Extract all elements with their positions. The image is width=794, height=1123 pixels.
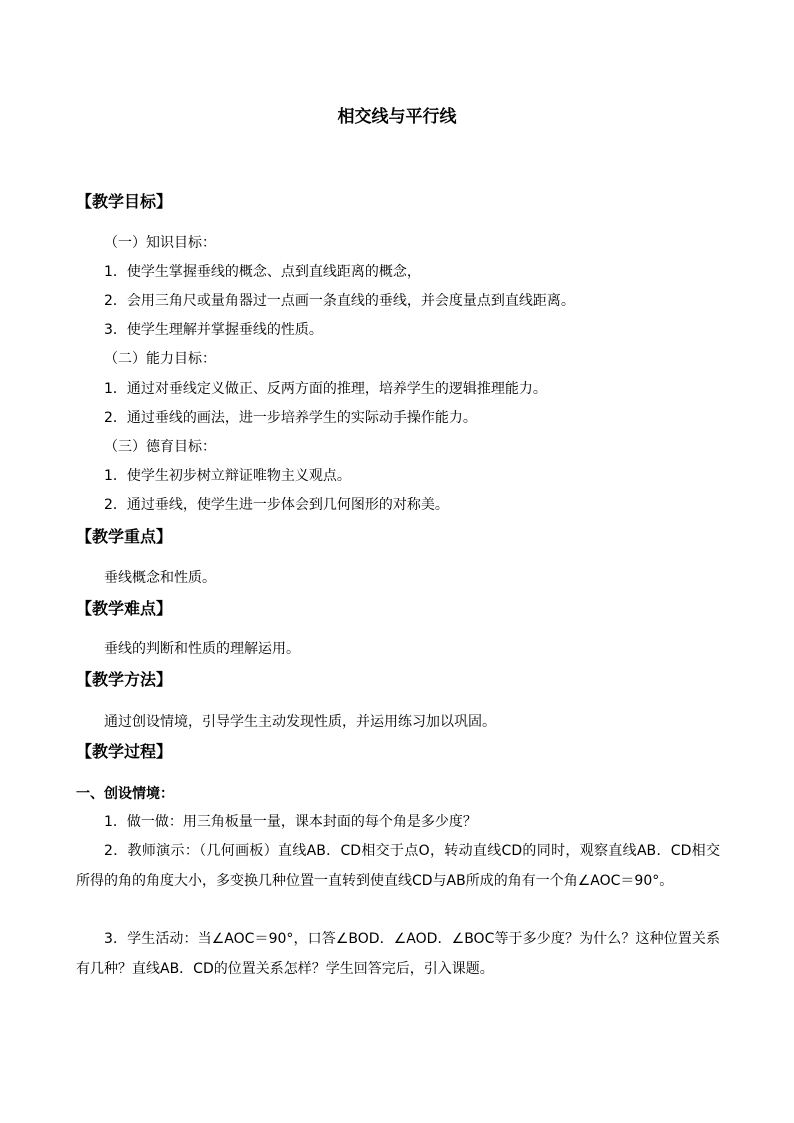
methods-text: 通过创设情境，引导学生主动发现性质，并运用练习加以巩固。	[104, 714, 496, 730]
difficulties-text: 垂线的判断和性质的理解运用。	[104, 641, 300, 657]
key-points-heading: 【教学重点】	[76, 527, 173, 546]
situation-item-3: 3．学生活动：当∠AOC＝90°，口答∠BOD．∠AOD．∠BOC等于多少度？为什么？这种位置关系有几种？直线AB．CD的位置关系怎样？学生回答完后，引入课题。	[76, 931, 720, 977]
knowledge-objective-item: 1．使学生掌握垂线的概念、点到直线距离的概念，	[104, 264, 421, 280]
process-heading: 【教学过程】	[76, 742, 173, 761]
situation-item-2: 2．教师演示：（几何画板）直线AB．CD相交于点O，转动直线CD的同时，观察直线AB．CD相交所得的角的角度大小，多变换几种位置一直转到使直线CD与AB所成的角有一个角∠AOC＝90°。	[76, 843, 720, 889]
ability-objective-item: 2．通过垂线的画法，进一步培养学生的实际动手操作能力。	[104, 410, 477, 426]
knowledge-objective-item: 2．会用三角尺或量角器过一点画一条直线的垂线，并会度量点到直线距离。	[104, 293, 575, 309]
knowledge-objective-item: 3．使学生理解并掌握垂线的性质。	[104, 322, 323, 338]
page-title: 相交线与平行线	[337, 107, 457, 127]
moral-objective-item: 2．通过垂线，使学生进一步体会到几何图形的对称美。	[104, 497, 449, 513]
difficulties-heading: 【教学难点】	[76, 599, 173, 618]
situation-item-1: 1．做一做：用三角板量一量，课本封面的每个角是多少度？	[104, 814, 477, 830]
ability-objectives-label: （二）能力目标：	[104, 351, 216, 367]
knowledge-objectives-label: （一）知识目标：	[104, 235, 216, 251]
section-create-situation-label: 一、创设情境：	[76, 786, 174, 802]
moral-objective-item: 1．使学生初步树立辩证唯物主义观点。	[104, 468, 351, 484]
moral-objectives-label: （三）德育目标：	[104, 439, 216, 455]
methods-heading: 【教学方法】	[76, 670, 173, 689]
key-points-text: 垂线概念和性质。	[104, 570, 216, 586]
ability-objective-item: 1．通过对垂线定义做正、反两方面的推理，培养学生的逻辑推理能力。	[104, 381, 547, 397]
objectives-heading: 【教学目标】	[76, 192, 173, 211]
